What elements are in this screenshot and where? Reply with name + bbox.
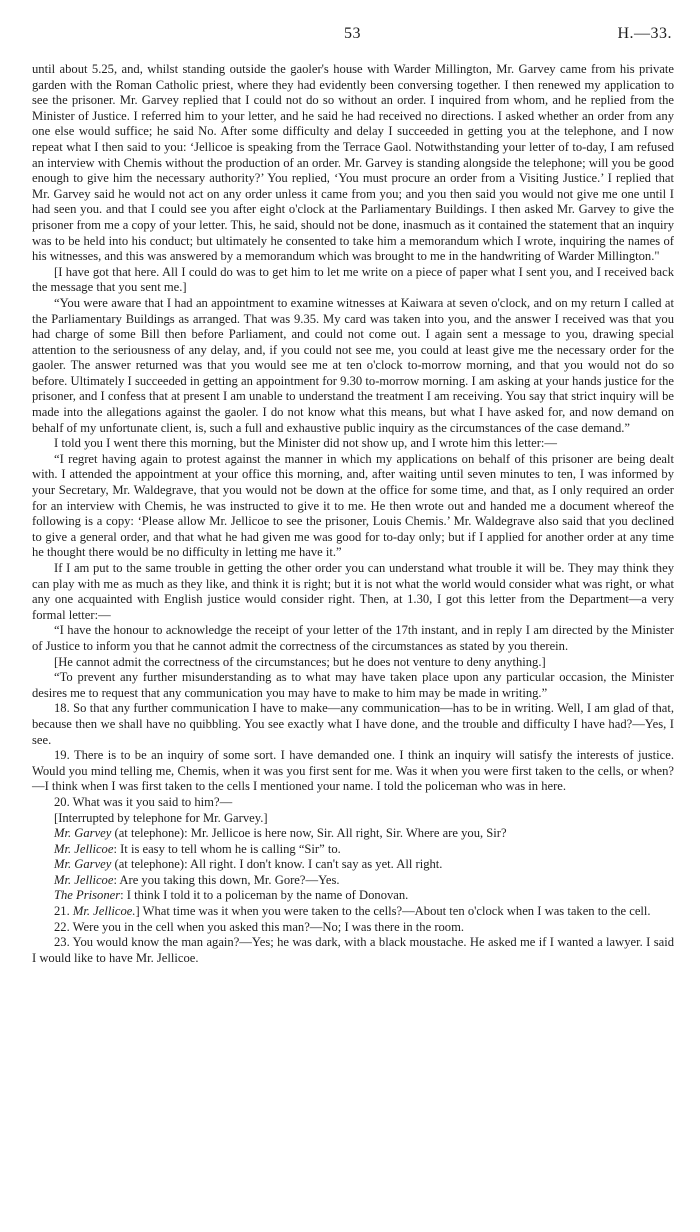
interruption-note: [Interrupted by telephone for Mr. Garvey.] <box>54 810 268 825</box>
dialogue-line <box>32 842 674 858</box>
dialogue-text: I think I told it to a policeman by the name of Donovan. <box>126 888 409 903</box>
dialogue-line <box>32 826 674 842</box>
speaker-name: Mr. Jellicoe. <box>72 904 136 919</box>
speaker-name: Mr. Garvey <box>54 857 112 872</box>
paragraph: I told you I went there this morning, but the Minister did not show up, and I wrote him this letter:— <box>54 436 557 451</box>
paragraph-bracketed: [I have got that here. All I could do was to get him to let me write on a piece of paper what I sent you, and I received back the message that you sent me.] <box>32 264 674 295</box>
paragraph: If I am put to the same trouble in getting the other order you can understand what trouble it will be. They may think they can play with me as much as they like, and think it is right; but it is not what the world would consider what was right, or what any one acquainted with English justice would consider right. Then, at 1.30, I got this letter from the Department—a very formal letter:— <box>32 561 674 622</box>
question-21 <box>32 904 674 920</box>
body-text <box>32 62 674 966</box>
document-reference: H.—33. <box>617 25 672 42</box>
paragraph-quoted: “You were aware that I had an appointment to examine witnesses at Kaiwara at seven o'clock, and on my return I called at the Parliamentary Buildings as arranged. That was 9.35. My card was taken into you, and the answer I received was that you had charge of some Bill then before Parliament, and could not come out. I again sent a message to you, drawing special attention to the seriousness of any delay, and, if you could not see me, you could at least give me the necessary order for the gaoler. The answer returned was that you would see me at ten o'clock to-morrow morning, and that you would not do so before. Ultimately I succeeded in getting an appointment for 9.30 to-morrow morning. I am asking at your hands justice for the prisoner, and I confess that at present I am unable to understand the treatment I am receiving. You say that strict inquiry will be made into the allegations against the gaoler. I do not know what this means, but what I have asked for, and now demand on behalf of my unfortunate client, is, such a full and exhaustive public inquiry as the circumstances of the case demand.” <box>32 295 674 435</box>
dialogue-line <box>32 888 674 904</box>
speaker-note: : <box>113 841 121 856</box>
speaker-name: Mr. Garvey <box>54 826 112 841</box>
dialogue-text: It is easy to tell whom he is calling “Sir” to. <box>120 841 341 856</box>
speaker-note: (at telephone): <box>111 826 191 841</box>
paragraph-quoted: “To prevent any further misunderstanding as to what may have taken place upon any particular occasion, the Minister desires me to request that any communication you may have to make to him may be made in writing.” <box>32 670 674 700</box>
dialogue-text: Mr. Jellicoe is here now, Sir. All right, Sir. Where are you, Sir? <box>190 826 507 841</box>
question-number: 21. <box>54 904 73 919</box>
question-text: ] What time was it when you were taken to the cells?—About ten o'clock when I was taken to the cell. <box>135 904 651 919</box>
page-number: 53 <box>344 25 361 42</box>
speaker-name: Mr. Jellicoe <box>54 841 114 856</box>
speaker-note: : <box>113 872 120 887</box>
question-20: 20. What was it you said to him?— <box>54 794 233 809</box>
dialogue-text: All right. I don't know. I can't say as yet. All right. <box>190 857 443 872</box>
dialogue-line <box>32 873 674 889</box>
speaker-note: (at telephone): <box>111 857 191 872</box>
paragraph: until about 5.25, and, whilst standing outside the gaoler's house with Warder Millington, Mr. Garvey came from his private garden with the Roman Catholic priest, where they had evidently been conversing together. I then renewed my application to see the prisoner. Mr. Garvey replied that I could not do so without an order. I inquired from whom, and he replied from the Minister of Justice. I referred him to your letter, and he said he had received no directions. I asked whether an order from any one else would suffice; he said No. After some difficulty and delay I succeeded in getting you at the telephone, and I now repeat what I then said to you: ‘Jellicoe is speaking from the Terrace Gaol. Notwithstanding your letter of to-day, I am refused an interview with Chemis without the production of an order. Mr. Garvey is standing alongside the telephone; will you be good enough to give him the necessary authority?’ You replied, ‘You must procure an order from a Visiting Justice.’ I replied that Mr. Garvey said he would not act on any order unless it came from you; and you then said you would not give me one until I had seen you. and that I could see you after eight o'clock at the Parliamentary Buildings. I then asked Mr. Garvey to give the prisoner from me a copy of your letter. This, he said, should not be done, inasmuch as it contained the statement that an inquiry was to be held into his conduct; but ultimately he consented to take him a memorandum which I wrote, inquiring the names of his witnesses, and this was answered by a memorandum which was brought to me in the handwriting of Warder Millington." <box>32 62 674 264</box>
dialogue-line <box>32 857 674 873</box>
question-19: 19. There is to be an inquiry of some sort. I have demanded one. I think an inquiry will satisfy the interests of justice. Would you mind telling me, Chemis, when it was you first sent for me. Was it when you were first taken to the cells, or when?—I think when I was first taken to the cells I mentioned your name. I told the policeman who was in here. <box>32 748 674 794</box>
speaker-name: Mr. Jellicoe <box>54 872 114 887</box>
question-23: 23. You would know the man again?—Yes; he was dark, with a black moustache. He asked me if I wanted a lawyer. I said I would like to have Mr. Jellicoe. <box>32 935 674 965</box>
paragraph-quoted: “I have the honour to acknowledge the receipt of your letter of the 17th instant, and in reply I am directed by the Minister of Justice to inform you that he cannot admit the correctness of the circumstances as stated by you therein. <box>32 623 674 653</box>
paragraph-quoted: “I regret having again to protest against the manner in which my applications on behalf of this prisoner are being dealt with. I attended the appointment at your office this morning, and, after waiting until seven minutes to ten, I was informed by your Secretary, Mr. Waldegrave, that you would not be down at the office for some time, and that, as I only required an order for an interview with Chemis, he was instructed to give it to me. He then wrote out and handed me a document whereof the following is a copy: ‘Please allow Mr. Jellicoe to see the prisoner, Louis Chemis.’ Mr. Waldegrave also said that you declined to give a general order, and that what he had given me was good for to-day only; but if I applied for another order at any time he thought there would be no difficulty in letting me have it.” <box>32 451 674 560</box>
question-22: 22. Were you in the cell when you asked this man?—No; I was there in the room. <box>54 919 465 934</box>
question-18: 18. So that any further communication I have to make—any communication—has to be in writing. Well, I am glad of that, because then we shall have no quibbling. You see exactly what I have done, and the trouble and difficulty I have had?—Yes, I see. <box>32 701 674 747</box>
page-header <box>32 22 674 62</box>
paragraph-bracketed: [He cannot admit the correctness of the circumstances; but he does not venture to deny anything.] <box>54 654 546 669</box>
speaker-note: : <box>120 888 127 903</box>
dialogue-text: Are you taking this down, Mr. Gore?—Yes. <box>119 872 340 887</box>
speaker-name: The Prisoner <box>54 888 121 903</box>
